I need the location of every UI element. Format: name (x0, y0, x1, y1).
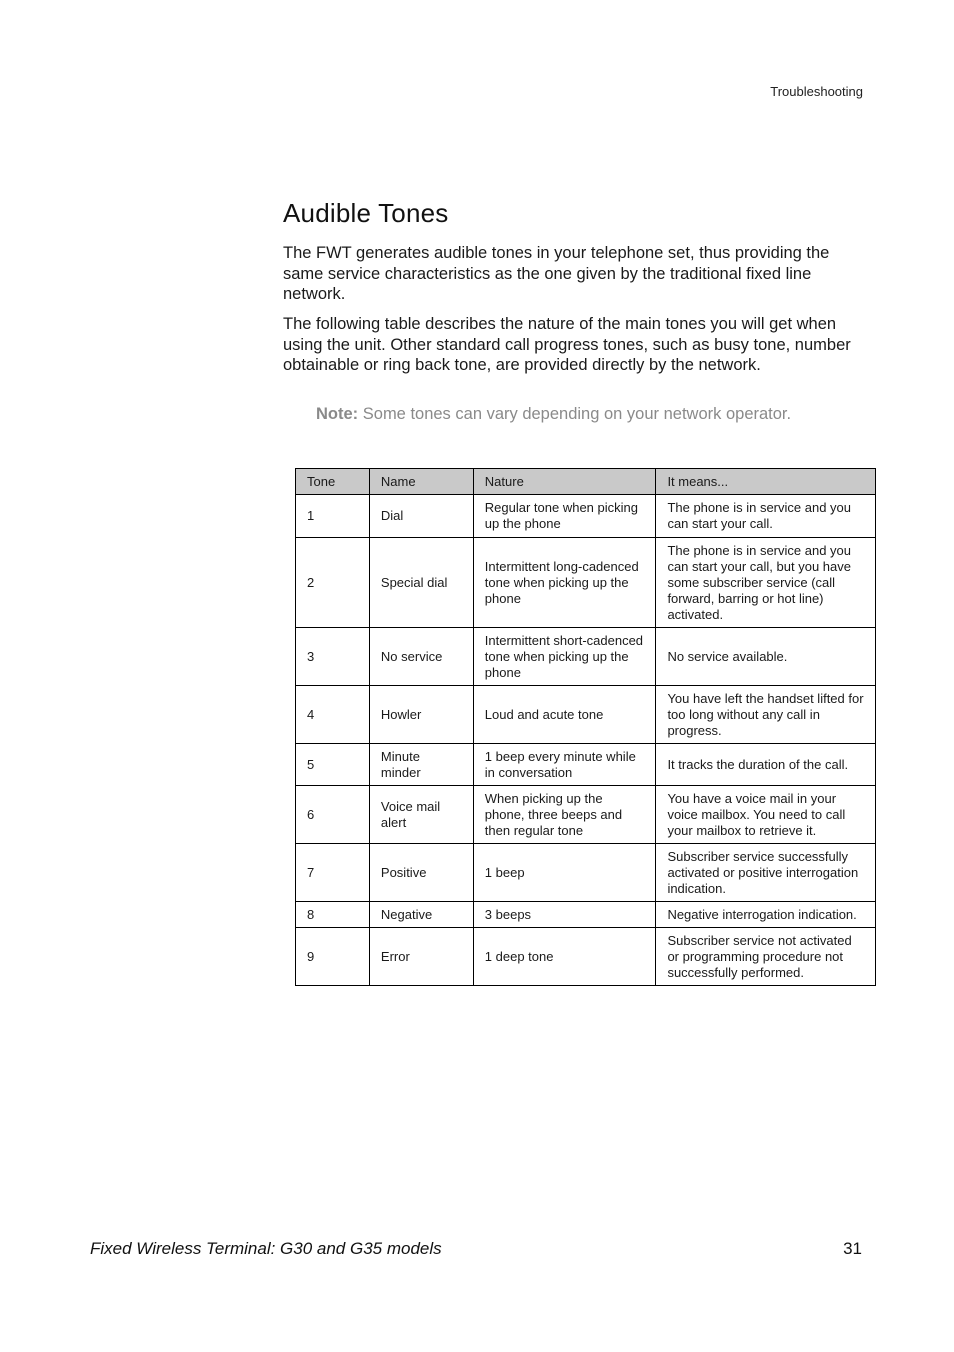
intro-paragraph: The FWT generates audible tones in your telephone set, thus providing the same service characteristics as the one given by the traditional fixed line network. (283, 244, 830, 303)
table-row (296, 844, 876, 902)
cell-meaning: No service available. (656, 628, 876, 686)
cell-name: Negative (369, 902, 473, 928)
page-number: 31 (843, 1239, 862, 1258)
cell-tone: 6 (296, 786, 370, 844)
cell-nature: 1 beep (473, 844, 656, 902)
section-title: Audible Tones (283, 198, 449, 228)
note (316, 405, 791, 424)
table-row (296, 538, 876, 628)
header-name: Name (369, 469, 473, 495)
table-row (296, 744, 876, 786)
cell-nature: Loud and acute tone (473, 686, 656, 744)
cell-name: Minute minder (369, 744, 473, 786)
note-label: Note: (316, 405, 359, 423)
cell-name: Howler (369, 686, 473, 744)
table-row (296, 686, 876, 744)
table-row (296, 902, 876, 928)
cell-name: Error (369, 928, 473, 986)
footer-document-title: Fixed Wireless Terminal: G30 and G35 models (90, 1239, 442, 1258)
cell-nature: 1 beep every minute while in conversation (473, 744, 656, 786)
cell-tone: 7 (296, 844, 370, 902)
table-description-paragraph: The following table describes the nature of the main tones you will get when using the unit. Other standard call progress tones, such as busy tone, number obtainable or ring back tone, are provided directly by the network. (283, 315, 851, 374)
header-it-means: It means... (656, 469, 876, 495)
cell-tone: 2 (296, 538, 370, 628)
cell-name: Voice mail alert (369, 786, 473, 844)
cell-meaning: Negative interrogation indication. (656, 902, 876, 928)
cell-name: Positive (369, 844, 473, 902)
cell-tone: 3 (296, 628, 370, 686)
cell-meaning: You have a voice mail in your voice mailbox. You need to call your mailbox to retrieve it. (656, 786, 876, 844)
cell-tone: 9 (296, 928, 370, 986)
table-header-row (296, 469, 876, 495)
cell-nature: Intermittent short-cadenced tone when picking up the phone (473, 628, 656, 686)
table-row (296, 928, 876, 986)
header-nature: Nature (473, 469, 656, 495)
cell-name: No service (369, 628, 473, 686)
cell-tone: 1 (296, 495, 370, 538)
cell-tone: 4 (296, 686, 370, 744)
cell-nature: When picking up the phone, three beeps and then regular tone (473, 786, 656, 844)
table-row (296, 786, 876, 844)
cell-meaning: Subscriber service not activated or programming procedure not successfully performed. (656, 928, 876, 986)
note-text: Some tones can vary depending on your network operator. (358, 405, 792, 423)
table-row (296, 628, 876, 686)
running-head: Troubleshooting (770, 84, 863, 99)
cell-name: Special dial (369, 538, 473, 628)
cell-nature: 3 beeps (473, 902, 656, 928)
cell-tone: 5 (296, 744, 370, 786)
cell-meaning: The phone is in service and you can start your call, but you have some subscriber service (call forward, barring or hot line) activated. (656, 538, 876, 628)
cell-name: Dial (369, 495, 473, 538)
cell-nature: Regular tone when picking up the phone (473, 495, 656, 538)
cell-meaning: It tracks the duration of the call. (656, 744, 876, 786)
table-row (296, 495, 876, 538)
audible-tones-table (295, 468, 876, 986)
cell-nature: 1 deep tone (473, 928, 656, 986)
cell-meaning: You have left the handset lifted for too long without any call in progress. (656, 686, 876, 744)
cell-meaning: Subscriber service successfully activated or positive interrogation indication. (656, 844, 876, 902)
cell-nature: Intermittent long-cadenced tone when picking up the phone (473, 538, 656, 628)
header-tone: Tone (296, 469, 370, 495)
cell-meaning: The phone is in service and you can start your call. (656, 495, 876, 538)
cell-tone: 8 (296, 902, 370, 928)
